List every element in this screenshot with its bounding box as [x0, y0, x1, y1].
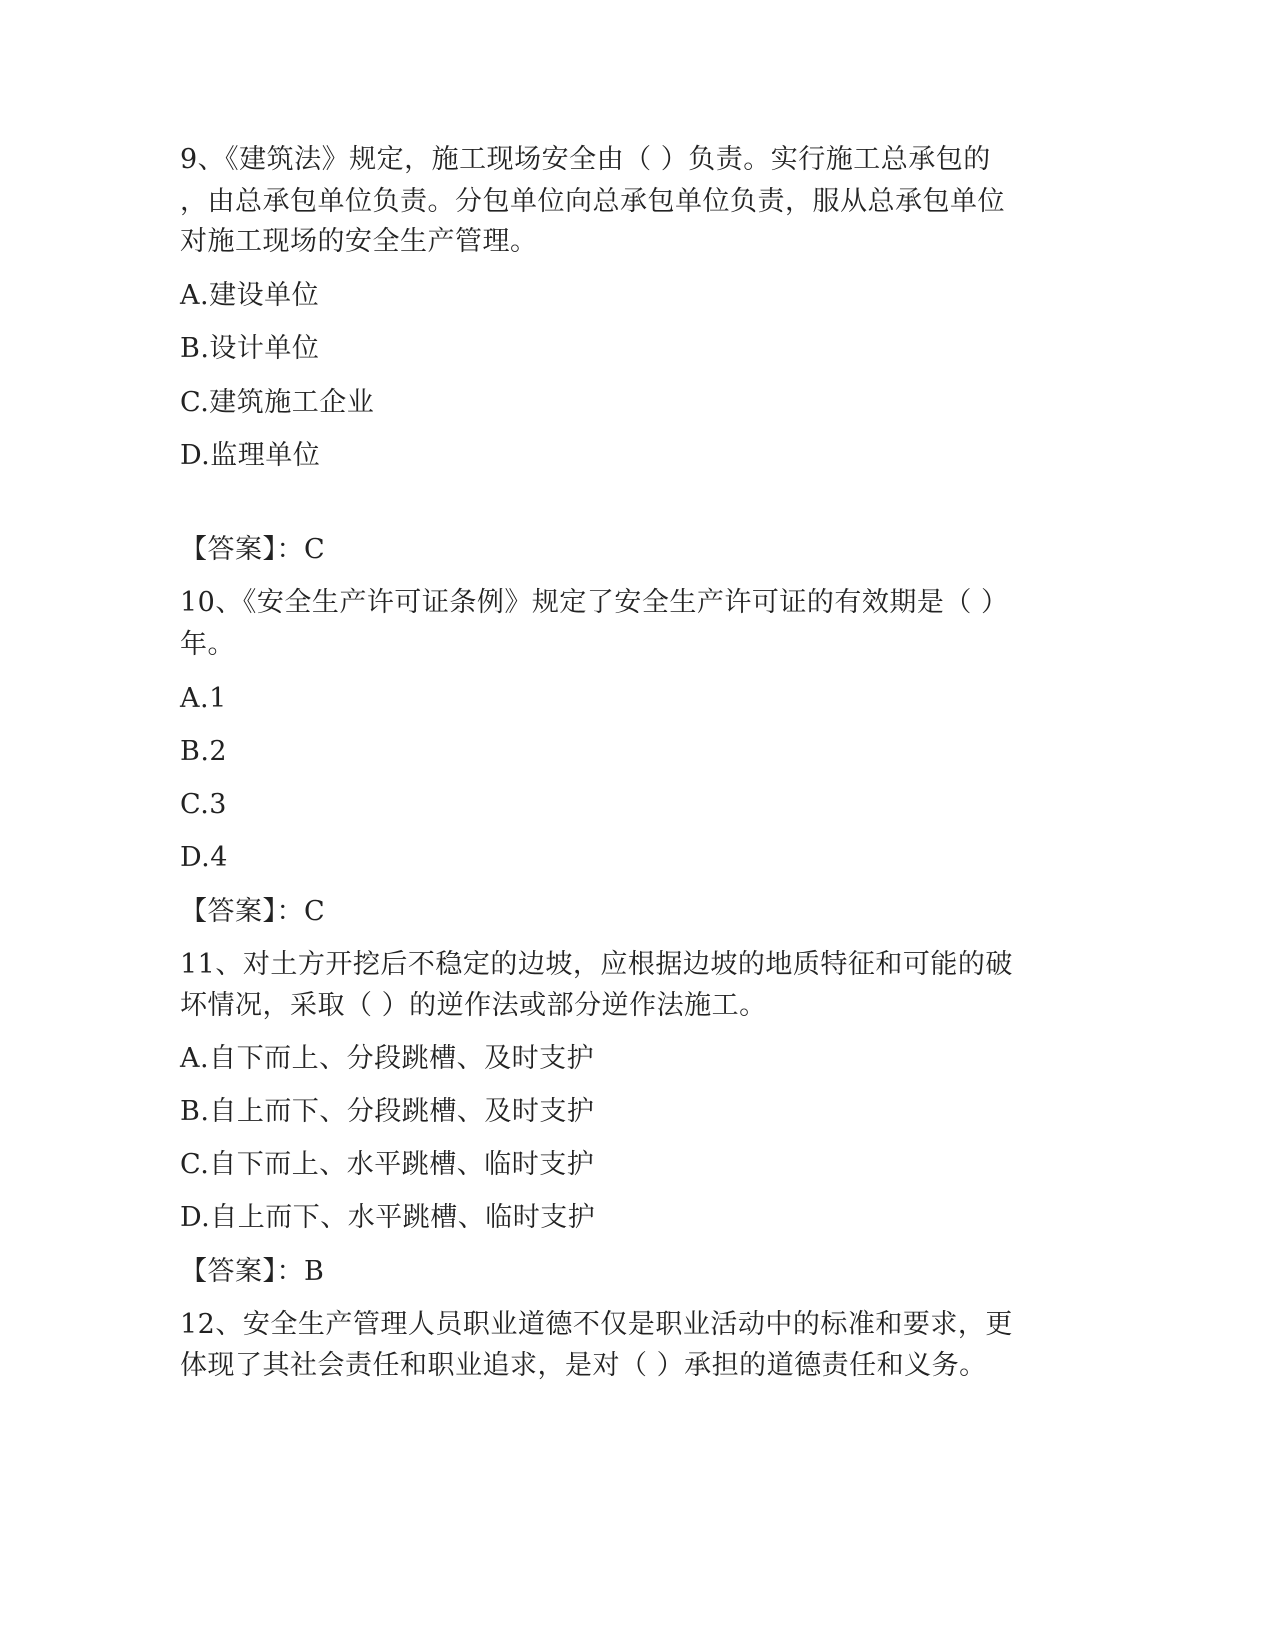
- question-11-answer: 【答案】：B: [180, 1256, 325, 1287]
- question-9-option-d: D.监理单位: [180, 440, 321, 471]
- question-9-option-a: A.建设单位: [180, 280, 320, 311]
- question-12-stem-line-2: 体现了其社会责任和职业追求，是对（ ）承担的道德责任和义务。: [180, 1350, 987, 1381]
- question-12-stem-line-1: 12、安全生产管理人员职业道德不仅是职业活动中的标准和要求，更: [180, 1309, 1013, 1340]
- question-10-answer: 【答案】：C: [180, 896, 326, 927]
- question-9-stem-line-2: ，由总承包单位负责。分包单位向总承包单位负责，服从总承包单位: [180, 186, 1005, 217]
- question-11-option-c: C.自下而上、水平跳槽、临时支护: [180, 1149, 595, 1180]
- question-11-stem-line-1: 11、对土方开挖后不稳定的边坡，应根据边坡的地质特征和可能的破: [180, 949, 1013, 980]
- question-11-stem-line-2: 坏情况，采取（ ）的逆作法或部分逆作法施工。: [180, 990, 767, 1021]
- question-10-option-b: B.2: [180, 736, 228, 767]
- question-9-stem-line-3: 对施工现场的安全生产管理。: [180, 226, 538, 257]
- question-9-stem-line-1: 9、《建筑法》规定，施工现场安全由（ ）负责。实行施工总承包的: [180, 144, 991, 175]
- question-11-option-d: D.自上而下、水平跳槽、临时支护: [180, 1202, 596, 1233]
- question-10-option-d: D.4: [180, 842, 228, 873]
- question-9-answer: 【答案】：C: [180, 534, 326, 565]
- question-11-option-b: B.自上而下、分段跳槽、及时支护: [180, 1096, 595, 1127]
- question-10-option-c: C.3: [180, 789, 227, 820]
- question-10-stem-line-2: 年。: [180, 629, 235, 660]
- question-10-stem-line-1: 10、《安全生产许可证条例》规定了安全生产许可证的有效期是（ ）: [180, 587, 1009, 618]
- question-9-option-b: B.设计单位: [180, 333, 320, 364]
- question-9-option-c: C.建筑施工企业: [180, 387, 375, 418]
- question-11-option-a: A.自下而上、分段跳槽、及时支护: [180, 1043, 595, 1074]
- question-10-option-a: A.1: [180, 683, 227, 714]
